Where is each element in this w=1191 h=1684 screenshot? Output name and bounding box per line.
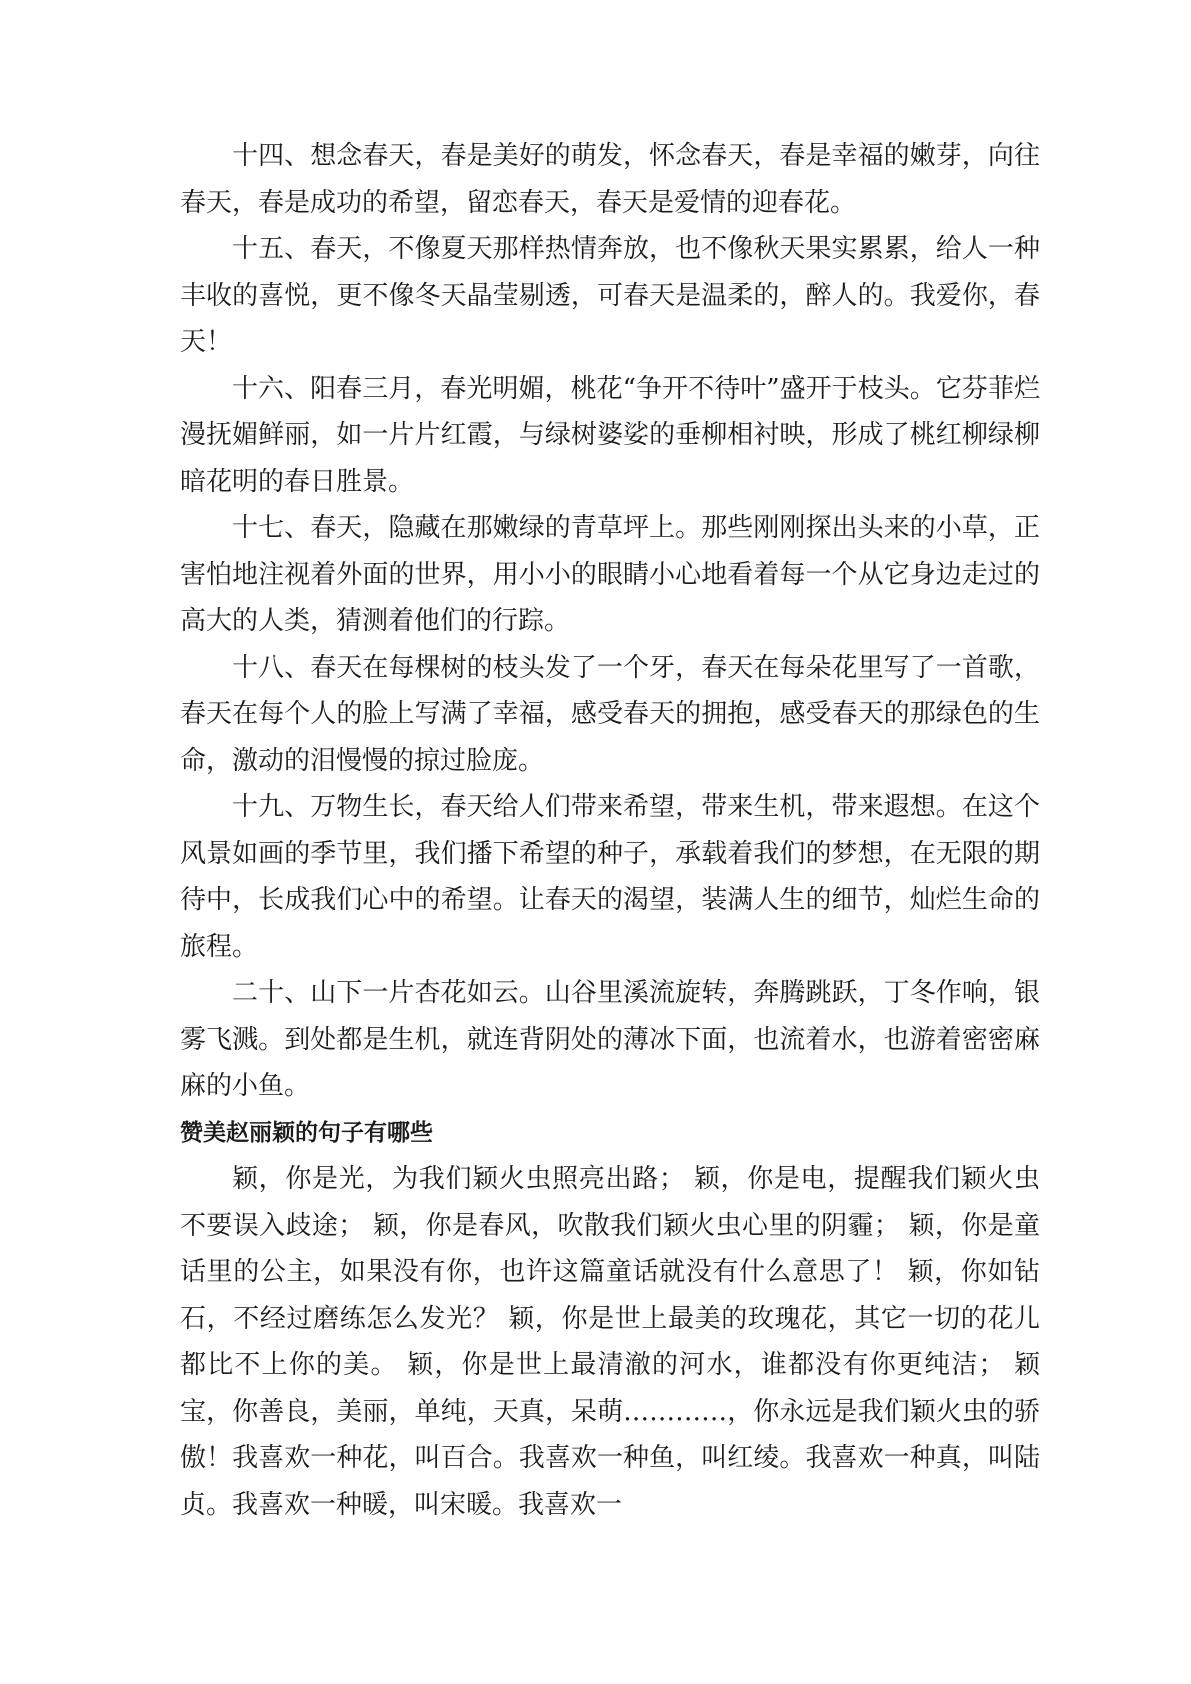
document-body [180,133,1040,1528]
paragraph-16: 十六、阳春三月，春光明媚，桃花“争开不待叶”盛开于枝头。它芬菲烂漫抚媚鲜丽，如一片片红霞，与绿树婆娑的垂柳相衬映，形成了桃红柳绿柳暗花明的春日胜景。 [180,373,1040,497]
paragraph-praise: 颖，你是光，为我们颖火虫照亮出路； 颖，你是电，提醒我们颖火虫不要误入歧途； 颖，你是春风，吹散我们颖火虫心里的阴霾； 颖，你是童话里的公主，如果没有你，也许这篇童话就没有什么意思了！ 颖，你如钻石，不经过磨练怎么发光？ 颖，你是世上最美的玫瑰花，其它一切的花儿都比不上你的美。 颖，你是世上最清澈的河水，谁都没有你更纯洁； 颖宝，你善良，美丽，单纯，天真，呆萌…………，你永远是我们颖火虫的骄傲！我喜欢一种花，叫百合。我喜欢一种鱼，叫红绫。我喜欢一种真，叫陆贞。我喜欢一种暖，叫宋暖。我喜欢一 [180,1164,1040,1520]
paragraph-20: 二十、山下一片杏花如云。山谷里溪流旋转，奔腾跳跃，丁冬作响，银雾飞溅。到处都是生机，就连背阴处的薄冰下面，也流着水，也游着密密麻麻的小鱼。 [180,978,1040,1101]
paragraph-17: 十七、春天，隐藏在那嫩绿的青草坪上。那些刚刚探出头来的小草，正害怕地注视着外面的世界，用小小的眼睛小心地看着每一个从它身边走过的高大的人类，猜测着他们的行踪。 [180,513,1040,636]
paragraph-14: 十四、想念春天，春是美好的萌发，怀念春天，春是幸福的嫩芽，向往春天，春是成功的希望，留恋春天，春天是爱情的迎春花。 [180,141,1040,218]
section-heading: 赞美赵丽颖的句子有哪些 [180,1119,433,1146]
paragraph-15: 十五、春天，不像夏天那样热情奔放，也不像秋天果实累累，给人一种丰收的喜悦，更不像冬天晶莹剔透，可春天是温柔的，醉人的。我爱你，春天！ [180,234,1040,357]
paragraph-19: 十九、万物生长，春天给人们带来希望，带来生机，带来遐想。在这个风景如画的季节里，我们播下希望的种子，承载着我们的梦想，在无限的期待中，长成我们心中的希望。让春天的渴望，装满人生的细节，灿烂生命的旅程。 [180,792,1040,962]
paragraph-18: 十八、春天在每棵树的枝头发了一个牙，春天在每朵花里写了一首歌，春天在每个人的脸上写满了幸福，感受春天的拥抱，感受春天的那绿色的生命，激动的泪慢慢的掠过脸庞。 [180,652,1040,776]
